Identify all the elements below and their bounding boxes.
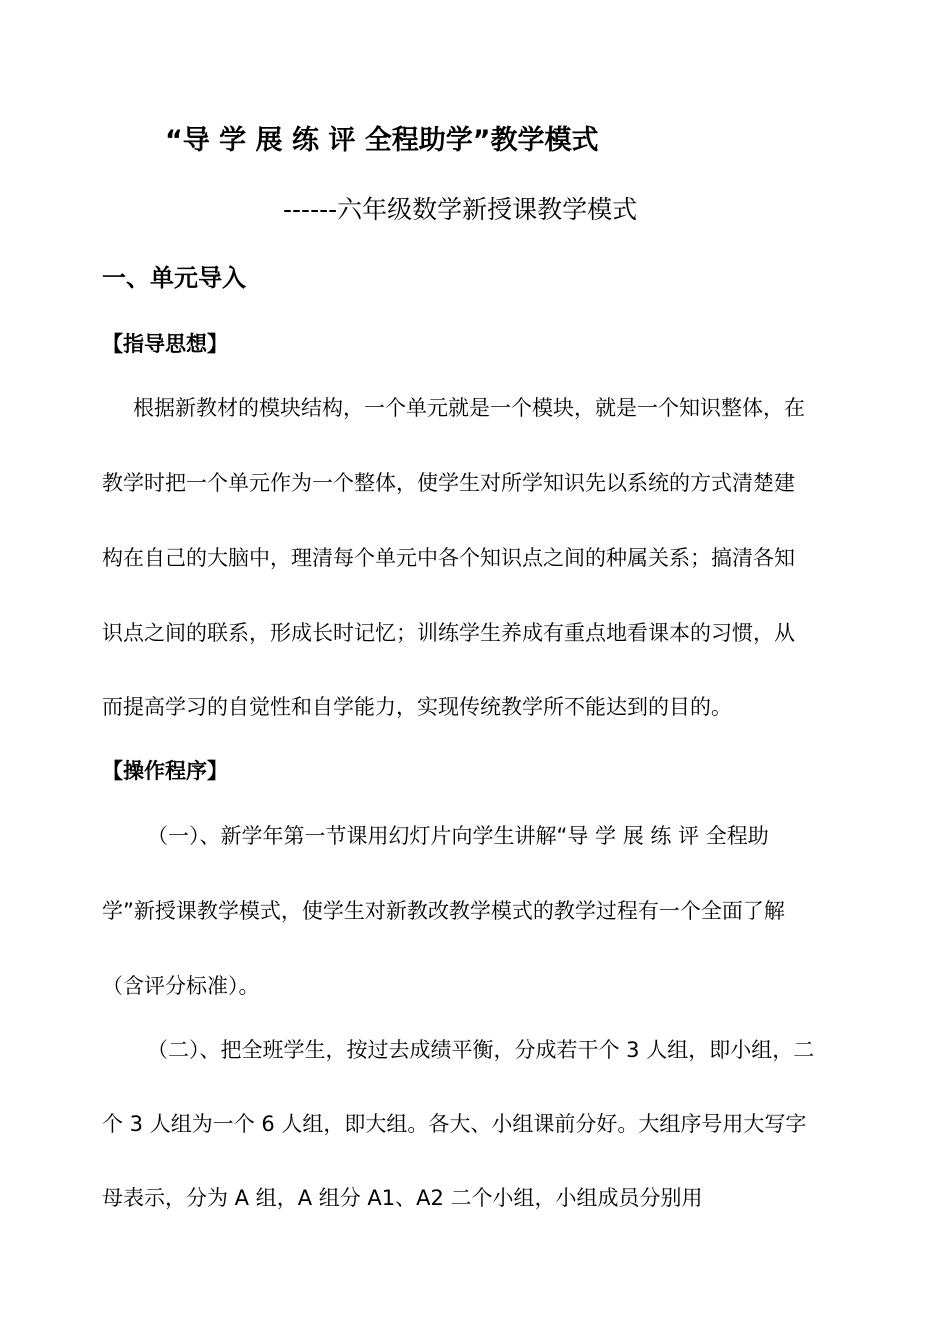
guiding-label: 【指导思想】: [102, 332, 228, 356]
document-subtitle: ------六年级数学新授课教学模式: [283, 195, 638, 224]
guiding-line-2: 教学时把一个单元作为一个整体，使学生对所学知识先以系统的方式清楚建: [102, 471, 795, 495]
guiding-line-4: 识点之间的联系，形成长时记忆；训练学生养成有重点地看课本的习惯，从: [102, 621, 795, 645]
guiding-line-3: 构在自己的大脑中，理清每个单元中各个知识点之间的种属关系；搞清各知: [102, 546, 795, 570]
guiding-line-5: 而提高学习的自觉性和自学能力，实现传统教学所不能达到的目的。: [102, 695, 732, 719]
procedure-line-3: （含评分标准）。: [102, 974, 260, 998]
procedure-label: 【操作程序】: [102, 759, 228, 783]
procedure-line-5: 个 3 人组为一个 6 人组，即大组。各大、小组课前分好。大组序号用大写字: [102, 1112, 807, 1136]
section-heading: 一、单元导入: [102, 264, 246, 292]
procedure-line-6: 母表示，分为 A 组，A 组分 A1、A2 二个小组，小组成员分别用: [102, 1186, 703, 1210]
guiding-line-1: 根据新教材的模块结构，一个单元就是一个模块，就是一个知识整体，在: [133, 396, 805, 420]
document-title: “导 学 展 练 评 全程助学”教学模式: [165, 125, 599, 156]
procedure-line-4: （二）、把全班学生，按过去成绩平衡，分成若干个 3 人组，即小组，二: [147, 1038, 815, 1062]
procedure-line-2: 学”新授课教学模式，使学生对新教改教学模式的教学过程有一个全面了解: [102, 899, 785, 923]
procedure-line-1: （一）、新学年第一节课用幻灯片向学生讲解“导 学 展 练 评 全程助: [147, 824, 769, 848]
